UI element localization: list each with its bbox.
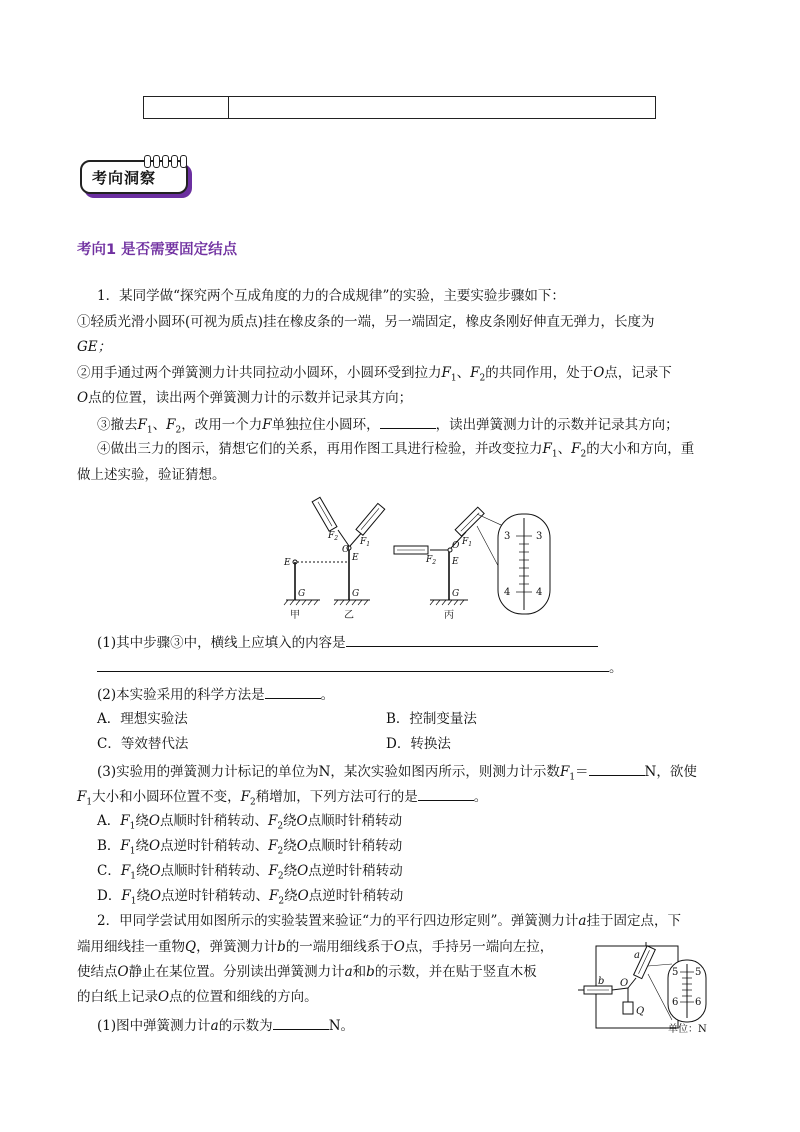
header-table xyxy=(143,96,656,119)
svg-text:O: O xyxy=(452,541,460,551)
table-cell xyxy=(144,97,229,118)
q1-step2: ②用手通过两个弹簧测力计共同拉动小圆环，小圆环受到拉力$F_1$、$F_2$的共同作用，处于O点，记录下 xyxy=(77,365,672,384)
q2-line4: 的白纸上记录O点的位置和细线的方向。 xyxy=(77,989,318,1005)
section-heading: 考向1 是否需要固定结点 xyxy=(77,242,238,258)
q2-line1: 2．甲同学尝试用如图所示的实验装置来验证“力的平行四边形定则”。弹簧测力计a挂于固定点，下 xyxy=(97,913,681,929)
badge-label: 考向洞察 xyxy=(92,169,157,187)
svg-text:3: 3 xyxy=(504,531,511,542)
svg-text:乙: 乙 xyxy=(344,610,354,621)
svg-text:单位：N: 单位：N xyxy=(668,1024,707,1035)
svg-text:甲: 甲 xyxy=(290,610,300,621)
svg-text:F1: $F_1$ xyxy=(462,537,473,548)
svg-text:6: 6 xyxy=(672,997,679,1008)
svg-text:G: G xyxy=(452,589,460,599)
svg-text:O: O xyxy=(620,978,629,989)
svg-text:4: 4 xyxy=(536,587,543,598)
svg-text:F1: $F_1$ xyxy=(360,537,371,548)
svg-text:5: 5 xyxy=(695,967,702,978)
choice-d: D．$F_1$绕O点逆时针稍转动、$F_2$绕O点逆时针稍转动 xyxy=(97,888,404,907)
svg-text:3: 3 xyxy=(536,531,543,542)
section-badge xyxy=(80,153,192,197)
option-c: C．等效替代法 xyxy=(97,736,189,752)
svg-text:F2: $F_2$ xyxy=(328,531,339,542)
q1-step1-cont: GE； xyxy=(77,339,112,355)
option-b: B．控制变量法 xyxy=(386,711,477,727)
q1-sub3: (3)实验用的弹簧测力计标记的单位为N，某次实验如图丙所示，则测力计示数$F_1= N$，欲使 xyxy=(97,761,697,782)
q1-step3: ③撤去$F_1$、$F_2$，改用一个力F单独拉住小圆环， ，读出弹簧测力计的示数并记录其方向； xyxy=(97,414,679,435)
svg-text:丙: 丙 xyxy=(444,610,454,621)
option-a: A．理想实验法 xyxy=(97,711,188,727)
svg-text:E: E xyxy=(452,557,459,567)
choice-c: C．$F_1$绕O点顺时针稍转动、$F_2$绕O点逆时针稍转动 xyxy=(97,863,403,882)
q1-step1: ①轻质光滑小圆环(可视为质点)挂在橡皮条的一端，另一端固定，橡皮条刚好伸直无弹力，长度为 xyxy=(77,314,655,330)
q2-sub1: (1)图中弹簧测力计a的示数为 N。 xyxy=(97,1015,354,1036)
q1-step4-cont: 做上述实验，验证猜想。 xyxy=(77,467,226,483)
q1-step2-cont: O点的位置，读出两个弹簧测力计的示数并记录其方向； xyxy=(77,390,413,406)
q2-figure xyxy=(578,940,713,1035)
svg-text:a: a xyxy=(634,950,640,961)
svg-text:6: 6 xyxy=(695,997,702,1008)
q2-line2: 端用细线挂一重物Q，弹簧测力计b的一端用细线系于O点，手持另一端向左拉， xyxy=(77,939,554,955)
choice-b: B．$F_1$绕O点逆时针稍转动、$F_2$绕O点顺时针稍转动 xyxy=(97,838,403,857)
svg-text:G: G xyxy=(298,589,306,599)
q1-stem: 1．某同学做“探究两个互成角度的力的合成规律”的实验，主要实验步骤如下： xyxy=(97,288,565,304)
svg-text:b: b xyxy=(598,976,605,987)
svg-text:4: 4 xyxy=(504,587,511,598)
svg-text:5: 5 xyxy=(672,967,679,978)
svg-text:F2: $F_2$ xyxy=(426,555,437,566)
svg-text:E: E xyxy=(352,553,359,563)
q1-step4: ④做出三力的图示，猜想它们的关系，再用作图工具进行检验，并改变拉力$F_1$、$F_2$的大小和方向，重 xyxy=(97,441,695,460)
q1-sub1-cont: 。 xyxy=(97,657,623,678)
q1-sub2: (2)本实验采用的科学方法是 。 xyxy=(97,684,334,705)
choice-a: A．$F_1$绕O点顺时针稍转动、$F_2$绕O点顺时针稍转动 xyxy=(97,813,403,832)
svg-text:E: E xyxy=(284,558,291,568)
svg-text:G: G xyxy=(352,589,360,599)
svg-text:Q: Q xyxy=(636,1006,645,1017)
q2-line3: 使结点O静止在某位置。分别读出弹簧测力计a和b的示数，并在贴于竖直木板 xyxy=(77,964,537,980)
svg-text:O: O xyxy=(342,545,350,555)
q1-figure xyxy=(280,492,570,622)
option-d: D．转换法 xyxy=(386,736,451,752)
q1-sub1: (1)其中步骤③中，横线上应填入的内容是 xyxy=(97,632,598,653)
q1-sub3-cont: $F_1$大小和小圆环位置不变，$F_2$稍增加，下列方法可行的是 。 xyxy=(77,786,487,807)
